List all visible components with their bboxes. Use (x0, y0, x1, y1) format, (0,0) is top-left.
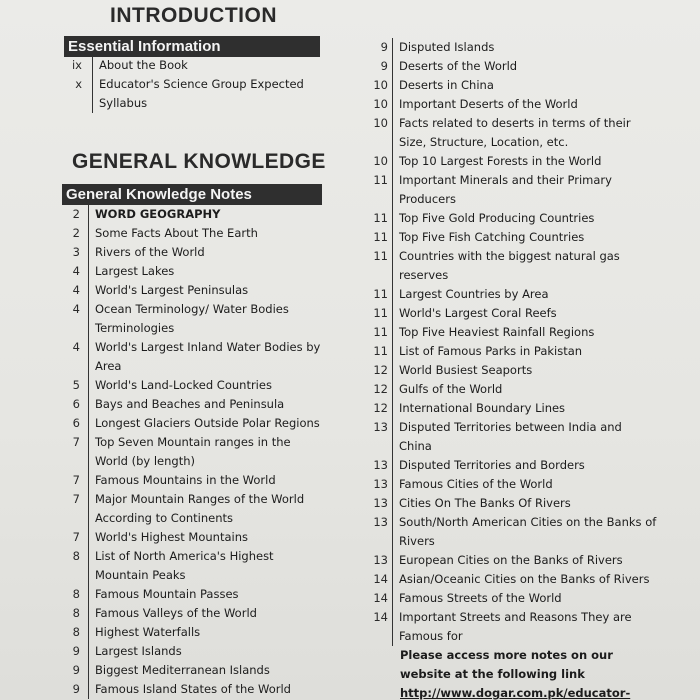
entry-title: Cities On The Banks Of Rivers (392, 494, 658, 513)
page-number: 10 (373, 116, 388, 130)
toc-entry (56, 604, 326, 623)
toc-entry (64, 75, 320, 113)
page-number: 6 (72, 416, 80, 430)
page-number: 11 (373, 287, 388, 301)
page-number: 3 (72, 245, 80, 259)
toc-entry (358, 608, 658, 646)
toc-entry (56, 395, 326, 414)
entry-title: About the Book (92, 56, 320, 75)
entry-title: World's Land-Locked Countries (88, 376, 326, 395)
entry-title: Top 10 Largest Forests in the World (392, 152, 658, 171)
entry-title: International Boundary Lines (392, 399, 658, 418)
entry-title: Ocean Terminology/ Water Bodies Terminologies (88, 300, 326, 338)
toc-entry (56, 281, 326, 300)
introduction-list (64, 56, 320, 113)
entry-title: Disputed Territories between India and China (392, 418, 658, 456)
entry-title: Major Mountain Ranges of the World According to Continents (88, 490, 326, 528)
note-link-entry (358, 684, 658, 700)
toc-entry (56, 300, 326, 338)
toc-entry (358, 304, 658, 323)
toc-entry (358, 380, 658, 399)
page-number: 10 (373, 154, 388, 168)
page-number: x (75, 77, 82, 91)
entry-title: Famous Mountain Passes (88, 585, 326, 604)
page-number: 11 (373, 211, 388, 225)
entry-title: Disputed Territories and Borders (392, 456, 658, 475)
entry-title: Famous Valleys of the World (88, 604, 326, 623)
entry-title: South/North American Cities on the Banks of Rivers (392, 513, 658, 551)
toc-entry (56, 471, 326, 490)
page-number: 4 (72, 264, 80, 278)
entry-title: Deserts in China (392, 76, 658, 95)
entry-title: Countries with the biggest natural gas reserves (392, 247, 658, 285)
entry-title: List of Famous Parks in Pakistan (392, 342, 658, 361)
website-link[interactable]: http://www.dogar.com.pk/educator- (400, 686, 631, 700)
entry-title: Highest Waterfalls (88, 623, 326, 642)
toc-entry (358, 494, 658, 513)
page-number: 13 (373, 458, 388, 472)
page-number: 7 (72, 473, 80, 487)
toc-entry (56, 262, 326, 281)
introduction-heading: INTRODUCTION (110, 4, 277, 27)
entry-title: Facts related to deserts in terms of their Size, Structure, Location, etc. (392, 114, 658, 152)
toc-entry (358, 361, 658, 380)
entry-title: World's Largest Inland Water Bodies by Area (88, 338, 326, 376)
entry-title: Educator's Science Group Expected Syllabus (92, 75, 320, 113)
toc-entry (56, 338, 326, 376)
entry-title: List of North America's Highest Mountain Peaks (88, 547, 326, 585)
entry-title: Top Five Gold Producing Countries (392, 209, 658, 228)
toc-entry (358, 285, 658, 304)
page-number: 11 (373, 325, 388, 339)
entry-title: World's Largest Coral Reefs (392, 304, 658, 323)
page-number: 4 (72, 302, 80, 316)
page-number: 8 (72, 587, 80, 601)
toc-entry (358, 76, 658, 95)
page-number: 8 (72, 606, 80, 620)
page-number: 14 (373, 610, 388, 624)
entry-title: Largest Lakes (88, 262, 326, 281)
toc-entry (358, 57, 658, 76)
page-number: 10 (373, 97, 388, 111)
entry-title: Famous Streets of the World (392, 589, 658, 608)
entry-title: WORD GEOGRAPHY (88, 205, 326, 224)
toc-entry (358, 209, 658, 228)
page-number: 14 (373, 572, 388, 586)
toc-entry (358, 171, 658, 209)
entry-title: Famous Mountains in the World (88, 471, 326, 490)
toc-entry (56, 623, 326, 642)
page-number: 7 (72, 530, 80, 544)
toc-entry (56, 490, 326, 528)
page-number: ix (71, 58, 82, 72)
page-number: 13 (373, 515, 388, 529)
page-number: 11 (373, 230, 388, 244)
toc-entry (56, 376, 326, 395)
general-knowledge-notes-bar: General Knowledge Notes (62, 184, 322, 205)
toc-entry (358, 323, 658, 342)
toc-entry (358, 399, 658, 418)
toc-entry (56, 414, 326, 433)
left-toc-list (56, 205, 326, 699)
page-number: 11 (373, 344, 388, 358)
toc-entry (56, 528, 326, 547)
page-number: 2 (72, 226, 80, 240)
toc-entry (56, 243, 326, 262)
toc-entry (358, 95, 658, 114)
entry-title: Bays and Beaches and Peninsula (88, 395, 326, 414)
page-number: 6 (72, 397, 80, 411)
page-number: 12 (373, 401, 388, 415)
toc-entry (358, 228, 658, 247)
page-number: 9 (72, 644, 80, 658)
toc-entry (56, 547, 326, 585)
entry-title: Longest Glaciers Outside Polar Regions (88, 414, 326, 433)
entry-title: Deserts of the World (392, 57, 658, 76)
page-number: 13 (373, 496, 388, 510)
entry-title: Some Facts About The Earth (88, 224, 326, 243)
page-number: 4 (72, 340, 80, 354)
note-text: Please access more notes on our website at the following link (400, 648, 613, 681)
right-toc-list (358, 38, 658, 700)
entry-title: Biggest Mediterranean Islands (88, 661, 326, 680)
entry-title: Gulfs of the World (392, 380, 658, 399)
entry-title: Largest Countries by Area (392, 285, 658, 304)
toc-entry (56, 433, 326, 471)
page-number: 5 (72, 378, 80, 392)
essential-information-bar: Essential Information (64, 36, 320, 57)
entry-title: World's Largest Peninsulas (88, 281, 326, 300)
entry-title: Famous Cities of the World (392, 475, 658, 494)
page-number: 8 (72, 625, 80, 639)
entry-title: Top Five Fish Catching Countries (392, 228, 658, 247)
toc-entry (56, 680, 326, 699)
toc-entry (358, 551, 658, 570)
entry-title: Top Five Heaviest Rainfall Regions (392, 323, 658, 342)
toc-entry (358, 247, 658, 285)
toc-entry (358, 475, 658, 494)
page-number: 11 (373, 249, 388, 263)
toc-entry (64, 56, 320, 75)
entry-title: Famous Island States of the World (88, 680, 326, 699)
page-number: 2 (72, 207, 80, 221)
entry-title: World Busiest Seaports (392, 361, 658, 380)
entry-title: Important Deserts of the World (392, 95, 658, 114)
page-number: 4 (72, 283, 80, 297)
page-number: 8 (72, 549, 80, 563)
entry-title: Top Seven Mountain ranges in the World (by length) (88, 433, 326, 471)
page-number: 9 (380, 59, 388, 73)
toc-entry (56, 642, 326, 661)
note-entry (358, 646, 658, 684)
toc-entry (56, 585, 326, 604)
page-number: 9 (72, 682, 80, 696)
page-number: 9 (380, 40, 388, 54)
page-number: 10 (373, 78, 388, 92)
entry-title: World's Highest Mountains (88, 528, 326, 547)
page-number: 12 (373, 382, 388, 396)
entry-title: Rivers of the World (88, 243, 326, 262)
entry-title: Asian/Oceanic Cities on the Banks of Rivers (392, 570, 658, 589)
toc-entry (358, 38, 658, 57)
toc-entry (358, 152, 658, 171)
toc-entry (56, 661, 326, 680)
toc-entry (358, 589, 658, 608)
page-number: 13 (373, 420, 388, 434)
toc-entry (358, 570, 658, 589)
page-number: 9 (72, 663, 80, 677)
page-number: 13 (373, 553, 388, 567)
general-knowledge-heading: GENERAL KNOWLEDGE (72, 150, 326, 173)
page-number: 7 (72, 492, 80, 506)
entry-title: Largest Islands (88, 642, 326, 661)
toc-entry (358, 513, 658, 551)
page-number: 11 (373, 306, 388, 320)
page-number: 7 (72, 435, 80, 449)
entry-title: Important Minerals and their Primary Producers (392, 171, 658, 209)
entry-title: European Cities on the Banks of Rivers (392, 551, 658, 570)
page-number: 11 (373, 173, 388, 187)
toc-entry (358, 418, 658, 456)
page-number: 14 (373, 591, 388, 605)
entry-title: Disputed Islands (392, 38, 658, 57)
entry-title: Important Streets and Reasons They are Famous for (392, 608, 658, 646)
page-number: 12 (373, 363, 388, 377)
page-number: 13 (373, 477, 388, 491)
toc-entry (358, 342, 658, 361)
toc-entry (56, 205, 326, 224)
toc-entry (358, 456, 658, 475)
toc-entry (358, 114, 658, 152)
toc-entry (56, 224, 326, 243)
